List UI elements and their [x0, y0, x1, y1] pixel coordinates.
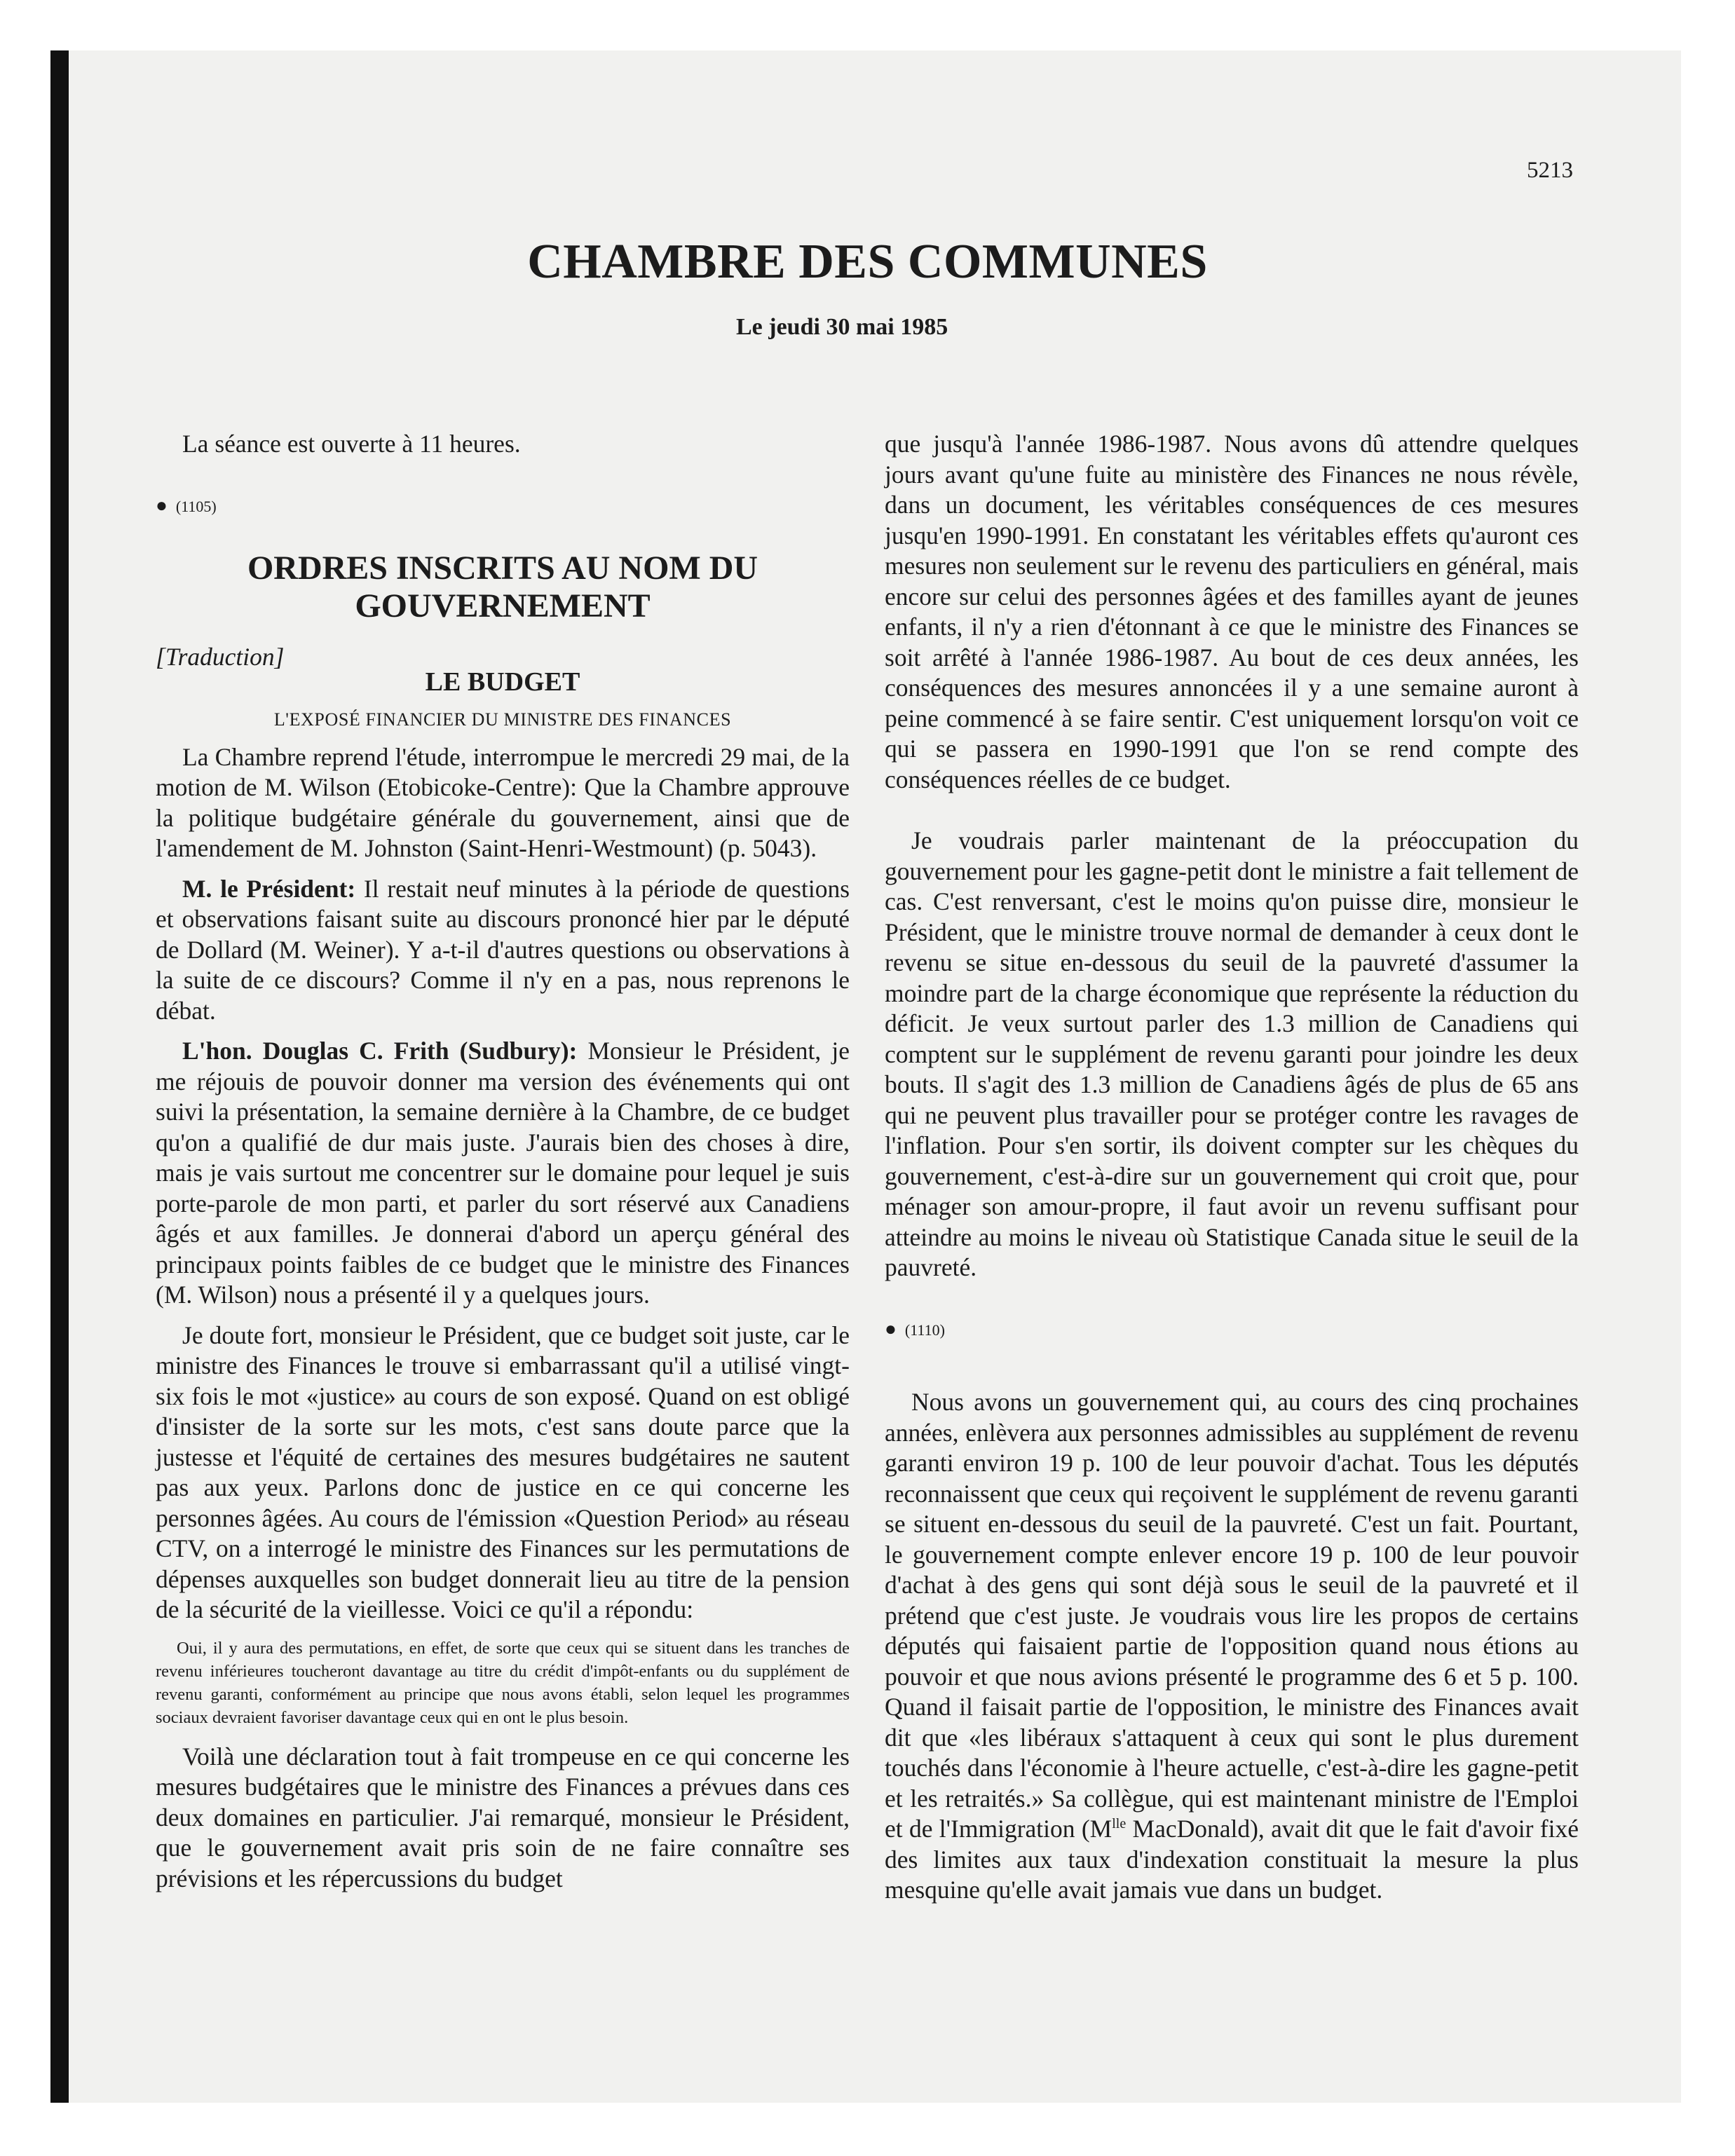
opening-line: La séance est ouverte à 11 heures. [182, 430, 521, 458]
block-quote: Oui, il y aura des permutations, en effet, de sorte que ceux qui se situent dans les tranches de revenu inférieures toucheront davantage au titre du crédit d'impôt-enfants ou du supplément de revenu garanti, conformément au principe que nous avons établi, selon lequel les programmes sociaux devraient favoriser davantage ceux qui en ont le plus besoin. [156, 1638, 850, 1727]
bullet-icon: ● [885, 1318, 897, 1340]
left-column [156, 429, 850, 1894]
sitting-date: Le jeudi 30 mai 1985 [736, 314, 948, 340]
speaker-name: M. le Président: [182, 874, 356, 903]
paragraph: Je doute fort, monsieur le Président, que ce budget soit juste, car le ministre des Finances le trouve si embarrassant qu'il a utilisé vingt-six fois le mot «justice» au cours de son exposé. Quand on est obligé d'insister de la sorte sur les mots, c'est sans doute parce que la justesse et l'équité de certaines des mesures budgétaires ne sautent pas aux yeux. Parlons donc de justice en ce qui concerne les personnes âgées. Au cours de l'émission «Question Period» au réseau CTV, on a interrogé le ministre des Finances sur les permutations de dépenses auxquelles son budget donnerait lieu au titre de la pension de la sécurité de la vieillesse. Voici ce qu'il a répondu: [156, 1321, 850, 1623]
page-title: CHAMBRE DES COMMUNES [527, 235, 1208, 289]
time-marker: ● (1110) [885, 1318, 945, 1340]
speaker-name: L'hon. Douglas C. Frith (Sudbury): [182, 1037, 578, 1065]
time-marker: ● (1105) [156, 494, 217, 517]
paragraph: M. le Président: Il restait neuf minutes à la période de questions et observations faisant suite au discours prononcé hier par le député de Dollard (M. Weiner). Y a-t-il d'autres questions ou observations à la suite de ce discours? Comme il n'y en a pas, nous reprenons le débat. [156, 874, 850, 1025]
right-column [885, 429, 1579, 1906]
section-title: ORDRES INSCRITS AU NOM DU GOUVERNEMENT [247, 550, 758, 625]
page-number: 5213 [1527, 158, 1573, 183]
bullet-icon: ● [156, 494, 168, 517]
paragraph: Je voudrais parler maintenant de la préoccupation du gouvernement pour les gagne-petit dont le ministre a fait tellement de cas. C'est renversant, c'est le moins qu'on puisse dire, monsieur le Président, que le ministre trouve normal de demander à ceux dont le revenu se situe en-dessous du seuil de la pauvreté d'assumer la moindre part de la charge économique que représente la réduction du déficit. Je veux surtout parler des 1.3 million de Canadiens qui comptent sur le supplément de revenu garanti pour joindre les deux bouts. Il s'agit des 1.3 million de Canadiens âgés de plus de 65 ans qui ne peuvent plus travailler pour se protéger contre les ravages de l'inflation. Pour s'en sortir, ils doivent compter sur les chèques du gouvernement, c'est-à-dire sur un gouvernement qui croit que, pour ménager son amour-propre, il faut avoir un revenu suffisant pour atteindre au moins le niveau où Statistique Canada situe le seuil de la pauvreté. [885, 826, 1579, 1281]
budget-heading: LE BUDGET [425, 667, 580, 697]
paragraph: que jusqu'à l'année 1986-1987. Nous avons dû attendre quelques jours avant qu'une fuite au ministère des Finances ne nous révèle, dans un document, les véritables conséquences de ces mesures jusqu'en 1990-1991. En constatant les véritables effets qu'auront ces mesures non seulement sur le revenu des particuliers en général, mais encore sur celui des personnes âgées et des familles ayant de jeunes enfants, il n'y a rien d'étonnant à ce que le ministre des Finances se soit arrêté à l'année 1986-1987. Au bout de ces deux années, les conséquences des mesures annoncées il y a une semaine auront à peine commencé à se faire sentir. C'est uniquement lorsqu'on voit ce qui se passera en 1990-1991 que l'on se rend compte des conséquences réelles de ce budget. [885, 430, 1579, 793]
paragraph: Nous avons un gouvernement qui, au cours des cinq prochaines années, enlèvera aux personnes admissibles au supplément de revenu garanti environ 19 p. 100 de leur pouvoir d'achat. Tous les députés reconnaissent que ceux qui reçoivent le supplément de revenu garanti se situent en-dessous du seuil de la pauvreté. C'est un fait. Pourtant, le gouvernement compte enlever encore 19 p. 100 de leur pouvoir d'achat à des gens qui sont déjà sous le seuil de la pauvreté et il prétend que c'est juste. Je voudrais vous lire les propos de certains députés qui faisaient partie de l'opposition quand nous étions au pouvoir et que nous avions présenté le programme des 6 et 5 p. 100. Quand il faisait partie de l'opposition, le ministre des Finances avait dit que «les libéraux s'attaquent à ceux qui sont le plus durement touchés dans l'économie à l'heure actuelle, c'est-à-dire les gagne-petit et les retraités.» Sa collègue, qui est maintenant ministre de l'Emploi et de l'Immigration ($M^{lle}$ MacDonald), avait dit que le fait d'avoir fixé des limites aux taux d'indexation constituait la mesure la plus mesquine qu'elle avait jamais vue dans un budget. [885, 1388, 1579, 1904]
translation-note: [Traduction] [156, 643, 285, 671]
budget-subheading: L'EXPOSÉ FINANCIER DU MINISTRE DES FINANCES [273, 709, 732, 730]
paragraph: La Chambre reprend l'étude, interrompue le mercredi 29 mai, de la motion de M. Wilson (Etobicoke-Centre): Que la Chambre approuve la politique budgétaire générale du gouvernement, ainsi que de l'amendement de M. Johnston (Saint-Henri-Westmount) (p. 5043). [156, 742, 850, 862]
paragraph: Voilà une déclaration tout à fait trompeuse en ce qui concerne les mesures budgétaires que le ministre des Finances a prévues dans ces deux domaines en particulier. J'ai remarqué, monsieur le Président, que le gouvernement avait pris soin de ne faire connaître ses prévisions et les répercussions du budget [156, 1742, 850, 1892]
paragraph: L'hon. Douglas C. Frith (Sudbury): Monsieur le Président, je me réjouis de pouvoir donner ma version des événements qui ont suivi la présentation, la semaine dernière à la Chambre, de ce budget qu'on a qualifié de dur mais juste. J'aurais bien des choses à dire, mais je vais surtout me concentrer sur le domaine pour lequel je suis porte-parole de mon parti, et parler du sort réservé aux Canadiens âgés et aux familles. Je donnerai d'abord un aperçu général des principaux points faibles de ce budget que le ministre des Finances (M. Wilson) nous a présenté il y a quelques jours. [156, 1037, 850, 1309]
